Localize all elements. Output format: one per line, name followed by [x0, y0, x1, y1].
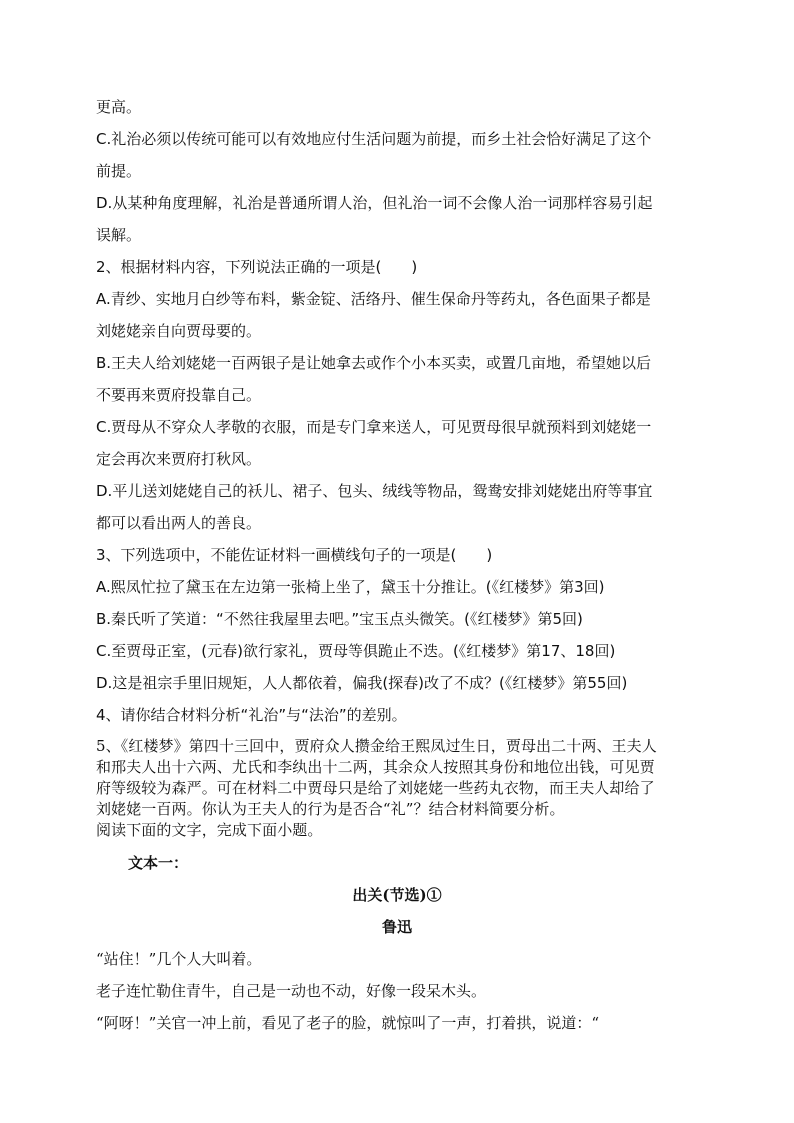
- question-5-line-2: 和邢夫人出十六两、尤氏和李纨出十二两，其余众人按照其身份和地位出钱，可见贾: [96, 758, 655, 776]
- option-c-line-2: 前提。: [96, 162, 142, 180]
- text-one-label: 文本一：: [128, 854, 189, 872]
- option-d-line-2: 误解。: [96, 226, 142, 244]
- story-paragraph: 老子连忙勒住青牛，自己是一动也不动，好像一段呆木头。: [96, 982, 487, 1000]
- q3-option-d: D.这是祖宗手里旧规矩，人人都依着，偏我(探春)改了不成？(《红楼梦》第55回): [96, 674, 628, 692]
- q2-option-a-line-1: A.青纱、实地月白纱等布料，紫金锭、活络丹、催生保命丹等药丸，各色面果子都是: [96, 290, 651, 308]
- question-4: 4、请你结合材料分析“礼治”与“法治”的差别。: [96, 706, 407, 724]
- question-5-line-1: 5、《红楼梦》第四十三回中，贾府众人攒金给王熙凤过生日，贾母出二十两、王夫人: [96, 737, 657, 755]
- story-author: 鲁迅: [381, 918, 412, 936]
- q2-option-c-line-2: 定会再次来贾府打秋风。: [96, 450, 262, 468]
- story-title: 出关(节选)①: [352, 886, 442, 904]
- option-d-line-1: D.从某种角度理解，礼治是普通所谓人治，但礼治一词不会像人治一词那样容易引起: [96, 194, 653, 212]
- q2-option-d-line-1: D.平儿送刘姥姥自己的袄儿、裙子、包头、绒线等物品，鸳鸯安排刘姥姥出府等事宜: [96, 482, 653, 500]
- story-paragraph: “站住！”几个人大叫着。: [96, 950, 262, 968]
- q3-option-a: A.熙凤忙拉了黛玉在左边第一张椅上坐了，黛玉十分推让。(《红楼梦》第3回): [96, 578, 605, 596]
- question-2: 2、根据材料内容，下列说法正确的一项是( ): [96, 258, 418, 276]
- q2-option-b-line-2: 不要再来贾府投靠自己。: [96, 386, 262, 404]
- q3-option-c: C.至贾母正室，(元春)欲行家礼，贾母等俱跪止不迭。(《红楼梦》第17、18回): [96, 642, 616, 660]
- question-5-line-3: 府等级较为森严。可在材料二中贾母只是给了刘姥姥一些药丸衣物，而王夫人却给了: [96, 779, 655, 797]
- question-3: 3、下列选项中，不能佐证材料一画横线句子的一项是( ): [96, 546, 493, 564]
- reading-instruction: 阅读下面的文字，完成下面小题。: [96, 821, 323, 839]
- story-paragraph: “阿呀！”关官一冲上前，看见了老子的脸，就惊叫了一声，打着拱，说道：“: [96, 1014, 600, 1032]
- q3-option-b: B.秦氏听了笑道：“不然往我屋里去吧。”宝玉点头微笑。(《红楼梦》第5回): [96, 610, 583, 628]
- q2-option-c-line-1: C.贾母从不穿众人孝敬的衣服，而是专门拿来送人，可见贾母很早就预料到刘姥姥一: [96, 418, 652, 436]
- q2-option-d-line-2: 都可以看出两人的善良。: [96, 514, 262, 532]
- question-5-line-4: 刘姥姥一百两。你认为王夫人的行为是否合“礼”？结合材料简要分析。: [96, 800, 565, 818]
- q2-option-b-line-1: B.王夫人给刘姥姥一百两银子是让她拿去或作个小本买卖，或置几亩地，希望她以后: [96, 354, 652, 372]
- option-c-line-1: C.礼治必须以传统可能可以有效地应付生活问题为前提，而乡土社会恰好满足了这个: [96, 130, 652, 148]
- text-line: 更高。: [96, 98, 142, 116]
- q2-option-a-line-2: 刘姥姥亲自向贾母要的。: [96, 322, 262, 340]
